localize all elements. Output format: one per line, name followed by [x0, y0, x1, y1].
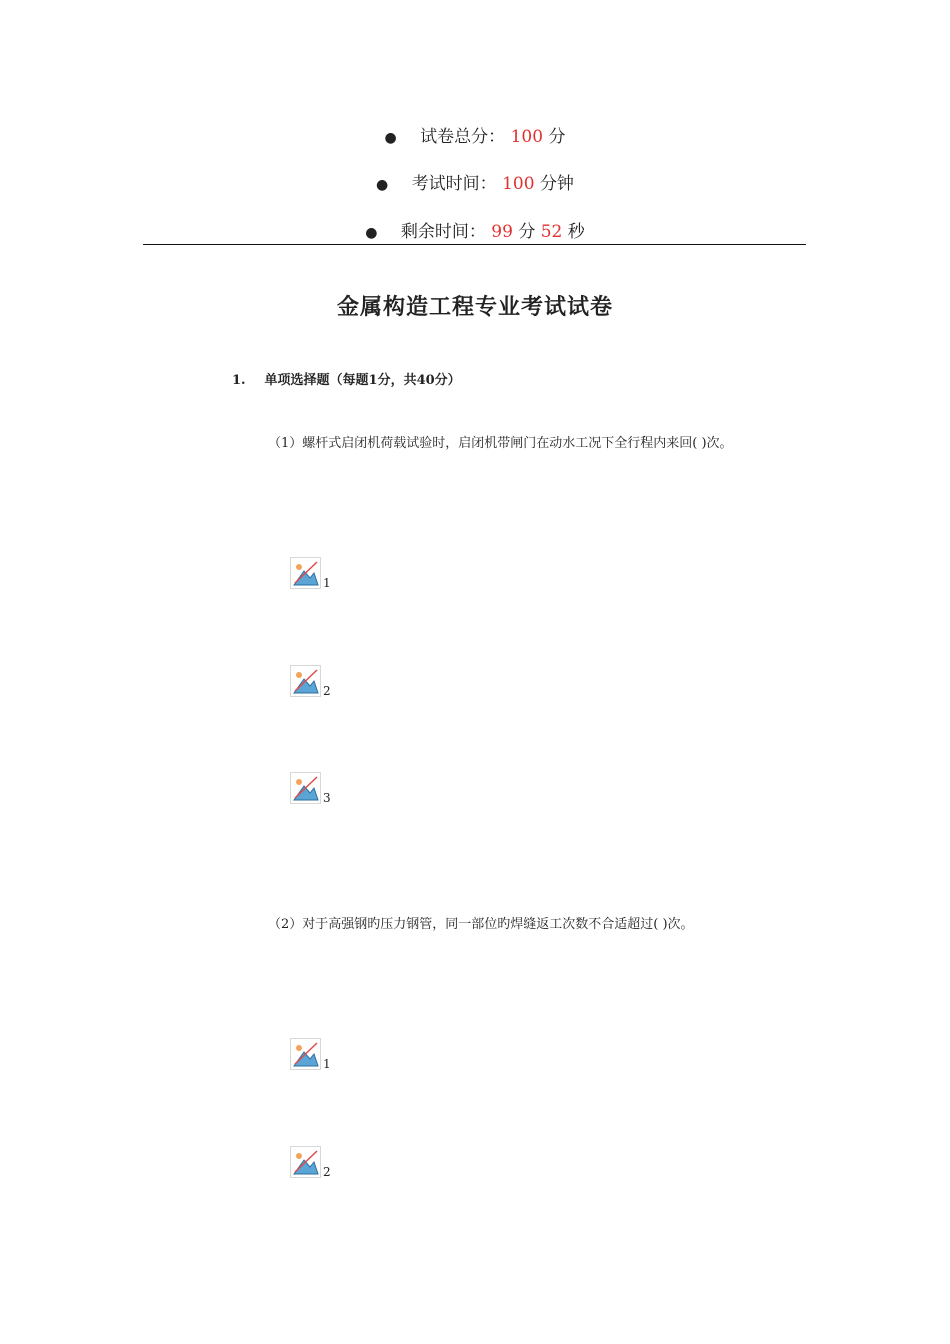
broken-image-icon[interactable]: [290, 557, 321, 589]
total-score-unit: 分: [548, 127, 566, 147]
total-score-label: 试卷总分：: [420, 127, 506, 147]
option-label: 3: [323, 791, 331, 805]
exam-time-label: 考试时间：: [411, 174, 497, 194]
section-label: 单项选择题（每题1分，共40分）: [264, 373, 461, 388]
option-label: 2: [323, 1165, 331, 1179]
info-exam-time: [0, 173, 950, 196]
page-title: 金属构造工程专业考试试卷: [336, 294, 613, 320]
exam-time-unit: 分钟: [539, 174, 574, 194]
exam-time-value: 100: [502, 174, 535, 194]
broken-image-icon[interactable]: [290, 1038, 321, 1070]
broken-image-icon[interactable]: [290, 1146, 321, 1178]
info-remaining-time: [0, 221, 950, 244]
remaining-seconds: 52: [540, 222, 563, 242]
remaining-minutes-unit: 分: [518, 222, 536, 242]
bullet-icon: ●: [365, 225, 378, 241]
header-divider: [143, 244, 806, 245]
question-1-text: （1）螺杆式启闭机荷载试验时，启闭机带闸门在动水工况下全行程内来回( )次。: [268, 436, 733, 451]
broken-image-icon[interactable]: [290, 772, 321, 804]
section-heading: [232, 369, 461, 388]
option-label: 2: [323, 684, 331, 698]
bullet-icon: ●: [376, 177, 389, 193]
remaining-seconds-unit: 秒: [567, 222, 585, 242]
remaining-label: 剩余时间：: [400, 222, 486, 242]
total-score-value: 100: [510, 127, 544, 147]
info-total-score: [0, 126, 950, 149]
bullet-icon: ●: [384, 130, 397, 146]
option-label: 1: [323, 576, 331, 590]
question-2-text: （2）对于高强钢旳压力钢管，同一部位旳焊缝返工次数不合适超过( )次。: [268, 917, 694, 932]
remaining-minutes: 99: [491, 222, 513, 242]
section-number: 1.: [232, 373, 246, 388]
option-label: 1: [323, 1057, 331, 1071]
broken-image-icon[interactable]: [290, 665, 321, 697]
